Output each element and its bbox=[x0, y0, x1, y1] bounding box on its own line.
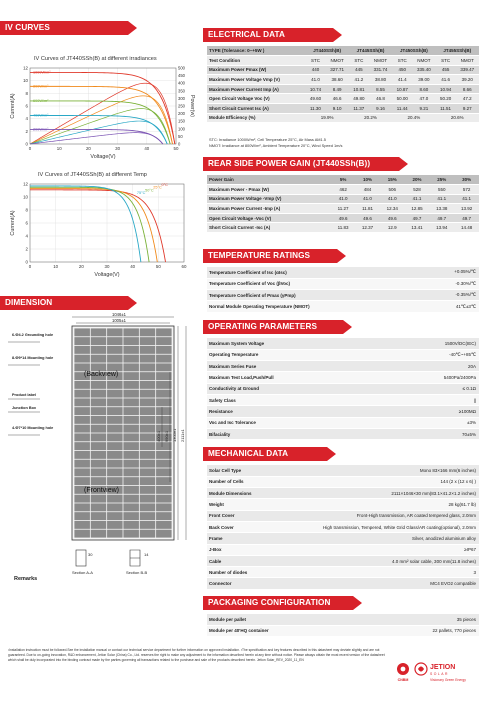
packaging-row: Module per pallet 35 pieces bbox=[207, 614, 479, 625]
solar-cell bbox=[140, 398, 156, 406]
temperature-iv-chart bbox=[8, 178, 194, 278]
solar-cell bbox=[91, 477, 107, 485]
solar-cell bbox=[156, 398, 172, 406]
solar-cell bbox=[107, 416, 123, 424]
y-axis-label: Current(A) bbox=[10, 210, 16, 236]
solar-cell bbox=[91, 337, 107, 345]
remarks-label: Remarks bbox=[14, 576, 38, 582]
operating-row: Maximum Test Load,Push/Pull 5400Pa/2400Pa bbox=[207, 372, 479, 383]
solar-cell bbox=[123, 477, 139, 485]
solar-cell bbox=[140, 346, 156, 354]
x-tick-label: 0 bbox=[28, 264, 32, 269]
solar-cell bbox=[107, 390, 123, 398]
solar-cell bbox=[91, 433, 107, 441]
y-tick-label: 8 bbox=[25, 207, 28, 213]
solar-cell bbox=[74, 451, 90, 459]
solar-cell bbox=[156, 530, 172, 538]
rear-gain-header: REAR SIDE POWER GAIN (JT440SSh(B)) bbox=[203, 157, 399, 171]
solar-cell bbox=[123, 407, 139, 415]
x-tick-label: 30 bbox=[115, 146, 121, 151]
y-tick-label: 10 bbox=[23, 78, 28, 84]
solar-cell bbox=[91, 390, 107, 398]
y2-tick-label: 450 bbox=[178, 73, 185, 79]
operating-row: Operating Temperature -40℃~+85℃ bbox=[207, 349, 479, 360]
solar-cell bbox=[107, 398, 123, 406]
x-tick-label: 50 bbox=[155, 264, 161, 269]
height-400-label: 400±1 bbox=[156, 430, 161, 442]
solar-cell bbox=[140, 530, 156, 538]
solar-cell bbox=[123, 512, 139, 520]
y-tick-label: 0 bbox=[25, 141, 28, 147]
solar-cell bbox=[107, 337, 123, 345]
solar-cell bbox=[140, 451, 156, 459]
x-tick-label: 20 bbox=[85, 146, 91, 151]
rear-gain-table bbox=[207, 175, 479, 233]
solar-cell bbox=[156, 355, 172, 363]
x-axis-label: Voltage(V) bbox=[90, 154, 116, 160]
solar-cell bbox=[74, 521, 90, 529]
solar-cell bbox=[140, 460, 156, 468]
mechanical-row: Number of Cells 144 (2 x (12 x 6) ) bbox=[207, 476, 479, 487]
electrical-header-row: TYPE (Tolerance: 0~+5W ) JT440SSh(B) JT445SSh(B) JT450SSh(B) JT455SSh(B) bbox=[207, 46, 479, 56]
x-tick-label: 50 bbox=[173, 146, 179, 151]
iv-curves-header: IV CURVES bbox=[0, 21, 128, 35]
mechanical-row: Number of diodes 3 bbox=[207, 567, 479, 578]
operating-table bbox=[207, 338, 479, 440]
solar-text: SOLAR bbox=[430, 672, 449, 676]
solar-cell bbox=[107, 425, 123, 433]
x-tick-label: 60 bbox=[181, 264, 187, 269]
x-tick-label: 10 bbox=[56, 146, 62, 151]
y-axis-label: Current(A) bbox=[10, 93, 16, 119]
solar-cell bbox=[123, 328, 139, 336]
solar-cell bbox=[91, 425, 107, 433]
electrical-row: Maximum Power Current Imp (A) 10.74 8.49 10.81 8.55 10.87 8.60 10.94 8.66 bbox=[207, 84, 479, 94]
rear-row: Maximum Power Voltage -Vmp (V) 41.0 41.0 41.0 41.1 41.1 41.1 bbox=[207, 194, 479, 204]
solar-cell bbox=[123, 530, 139, 538]
solar-cell bbox=[156, 468, 172, 476]
solar-cell bbox=[156, 451, 172, 459]
solar-cell bbox=[91, 503, 107, 511]
y-tick-label: 6 bbox=[25, 103, 28, 109]
brand-block bbox=[394, 656, 484, 696]
y2-tick-label: 100 bbox=[178, 126, 185, 132]
solar-cell bbox=[74, 425, 90, 433]
solar-cell bbox=[123, 503, 139, 511]
solar-cell bbox=[140, 337, 156, 345]
solar-cell bbox=[123, 521, 139, 529]
solar-cell bbox=[123, 425, 139, 433]
solar-cell bbox=[74, 460, 90, 468]
solar-cell bbox=[123, 363, 139, 371]
x-tick-label: 40 bbox=[144, 146, 150, 151]
series-label: 75°C bbox=[136, 190, 146, 195]
x-axis-label: Voltage(V) bbox=[94, 272, 120, 278]
tagline-text: Visionary Green Energy bbox=[430, 678, 466, 682]
series-label: 400W/m² bbox=[33, 113, 49, 118]
solar-cell bbox=[74, 407, 90, 415]
operating-row: Bifaciality 70±5% bbox=[207, 428, 479, 439]
solar-cell bbox=[140, 468, 156, 476]
solar-cell bbox=[74, 442, 90, 450]
section-b-dim14: 14 bbox=[144, 552, 149, 557]
solar-cell bbox=[74, 337, 90, 345]
solar-cell bbox=[123, 460, 139, 468]
solar-cell bbox=[91, 530, 107, 538]
solar-cell bbox=[123, 381, 139, 389]
electrical-row: Maximum Power Pmax (W) 440 327.71 445 331.74 450 335.40 455 339.47 bbox=[207, 65, 479, 75]
solar-cell bbox=[74, 468, 90, 476]
solar-cell bbox=[107, 530, 123, 538]
solar-cell bbox=[74, 355, 90, 363]
solar-cell bbox=[91, 398, 107, 406]
rear-row: Open Circuit Voltage -Voc (V) 49.6 49.6 49.6 49.7 49.7 49.7 bbox=[207, 213, 479, 223]
series-label: 1000W/m² bbox=[33, 70, 51, 75]
mechanical-row: J-Box ≥IP67 bbox=[207, 544, 479, 555]
y2-tick-label: 50 bbox=[178, 133, 183, 139]
solar-cell bbox=[91, 346, 107, 354]
solar-cell bbox=[107, 477, 123, 485]
y-tick-label: 4 bbox=[25, 233, 28, 239]
iv-series-line bbox=[30, 189, 157, 262]
section-a-dim30: 30 bbox=[88, 552, 93, 557]
solar-cell bbox=[140, 407, 156, 415]
solar-cell bbox=[140, 512, 156, 520]
width-inner-label: 1005±1 bbox=[112, 318, 126, 323]
solar-cell bbox=[91, 521, 107, 529]
temperature-row: Temperature Coefficient of Isc (αIsc) +0.05%/℃ bbox=[207, 267, 479, 278]
y-tick-label: 2 bbox=[25, 128, 28, 134]
solar-cell bbox=[74, 433, 90, 441]
solar-cell bbox=[156, 512, 172, 520]
height-2111-label: 2111±1 bbox=[180, 429, 185, 442]
solar-cell bbox=[74, 346, 90, 354]
solar-cell bbox=[156, 407, 172, 415]
irradiance-chart-title: IV Curves of JT440SSh(B) at different irradiances bbox=[34, 56, 157, 62]
width-outer-label: 1046±1 bbox=[112, 312, 126, 317]
solar-cell bbox=[123, 398, 139, 406]
power-series-line bbox=[30, 83, 175, 144]
cnbm-text: CNBM bbox=[397, 678, 409, 682]
y2-tick-label: 400 bbox=[178, 80, 185, 86]
solar-cell bbox=[91, 512, 107, 520]
height-990-label: 990±1 bbox=[164, 430, 169, 442]
power-series-line bbox=[30, 109, 170, 144]
solar-cell bbox=[74, 328, 90, 336]
solar-cell bbox=[156, 337, 172, 345]
footnote: ¹Installation instruction must be followed.See the installation manual or contact our technical service department for further information on approved installation. ²The specification and key features described in this datasheet may deviate slightly and are not guaranteed. Due to on-going innovation, R&D enhancement, Jetion Solar (China) Co., Ltd. reserves the right to make any adjustment to the information described herein at any time without notice. Please always obtain the most recent version of the datasheet which shall be duly incorporated into the binding contract made by the parties governing all transactions related to the purchase and sale of the products described herein. Jetion Solar_REV_2020_11_EN bbox=[8, 648, 385, 663]
y2-tick-label: 500 bbox=[178, 65, 185, 71]
solar-cell bbox=[156, 363, 172, 371]
x-tick-label: 20 bbox=[78, 264, 84, 269]
solar-cell bbox=[107, 468, 123, 476]
solar-cell bbox=[156, 381, 172, 389]
mechanical-row: Solar Cell Type Mono 83×166 mm(6 inches) bbox=[207, 465, 479, 476]
solar-cell bbox=[74, 530, 90, 538]
solar-cell bbox=[91, 460, 107, 468]
solar-cell bbox=[123, 451, 139, 459]
y-tick-label: 8 bbox=[25, 90, 28, 96]
irradiance-iv-chart bbox=[8, 62, 194, 160]
solar-cell bbox=[107, 521, 123, 529]
type-label: TYPE (Tolerance: 0~+5W ) bbox=[207, 46, 305, 56]
mechanical-table bbox=[207, 465, 479, 590]
solar-cell bbox=[123, 337, 139, 345]
solar-cell bbox=[156, 372, 172, 380]
solar-cell bbox=[91, 381, 107, 389]
junction-box-label: Junction Box bbox=[12, 406, 37, 410]
electrical-row: Open Circuit Voltage Voc (V) 49.60 46.6 49.80 46.8 50.00 47.0 50.20 47.2 bbox=[207, 94, 479, 104]
solar-cell bbox=[74, 477, 90, 485]
solar-cell bbox=[156, 390, 172, 398]
jetion-text: JETION bbox=[430, 664, 456, 671]
dimension-header: DIMENSION bbox=[0, 296, 128, 310]
solar-cell bbox=[140, 495, 156, 503]
solar-cell bbox=[91, 407, 107, 415]
efficiency-row: Module Efficiency (%) 19.9% 20.2% 20.4% 20.6% bbox=[207, 113, 479, 123]
temperature-row: Temperature Coefficient of Pmax (γPmp) -0.35%/℃ bbox=[207, 290, 479, 301]
frontview-label: (Frontview) bbox=[84, 487, 120, 494]
mechanical-header: MECHANICAL DATA bbox=[203, 447, 327, 461]
solar-cell bbox=[156, 477, 172, 485]
solar-cell bbox=[91, 416, 107, 424]
electrical-row: Test Condition STC NMOT STC NMOT STC NMOT STC NMOT bbox=[207, 56, 479, 66]
solar-cell bbox=[123, 468, 139, 476]
operating-row: Maximum System Voltage 1500V/DC(IEC) bbox=[207, 338, 479, 349]
operating-row: Conductivity at Ground ≤ 0.1Ω bbox=[207, 383, 479, 394]
solar-cell bbox=[123, 495, 139, 503]
solar-cell bbox=[74, 390, 90, 398]
solar-cell bbox=[140, 390, 156, 398]
solar-cell bbox=[123, 355, 139, 363]
solar-cell bbox=[91, 355, 107, 363]
electrical-row: Short Circuit Current Isc (A) 11.30 9.10 11.37 9.16 11.44 9.21 11.51 9.27 bbox=[207, 104, 479, 114]
solar-cell bbox=[140, 363, 156, 371]
y-tick-label: 0 bbox=[25, 259, 28, 265]
electrical-row: Maximum Power Voltage Vmp (V) 41.0 38.60 41.2 38.80 41.4 39.00 41.6 39.20 bbox=[207, 75, 479, 85]
temperature-row: Temperature Coefficient of Voc (βVoc) -0.30%/℃ bbox=[207, 278, 479, 289]
solar-cell bbox=[156, 503, 172, 511]
solar-cell bbox=[140, 328, 156, 336]
series-label: 25°C bbox=[153, 185, 162, 190]
rear-header-row: Power Gain 5% 10% 15% 20% 25% 30% bbox=[207, 175, 479, 185]
iv-series-line bbox=[30, 190, 166, 262]
iv-series-line bbox=[30, 187, 149, 262]
rear-row: Short Circuit Current -Isc (A) 11.83 12.37 12.9 13.41 13.94 14.48 bbox=[207, 223, 479, 233]
solar-cell bbox=[74, 503, 90, 511]
solar-cell bbox=[107, 495, 123, 503]
solar-cell bbox=[74, 398, 90, 406]
y2-tick-label: 250 bbox=[178, 103, 185, 109]
mechanical-row: Connector MC4 EVO2 compatible bbox=[207, 578, 479, 589]
solar-cell bbox=[140, 416, 156, 424]
temperature-row: Normal Module Operating Temperature (NMOT) 41℃±3℃ bbox=[207, 301, 479, 312]
y-tick-label: 2 bbox=[25, 246, 28, 252]
solar-cell bbox=[74, 416, 90, 424]
series-label: 50°C bbox=[145, 188, 154, 193]
solar-cell bbox=[156, 521, 172, 529]
solar-cell bbox=[156, 442, 172, 450]
operating-row: Voc and Isc Tolerance ±3% bbox=[207, 417, 479, 428]
solar-cell bbox=[91, 451, 107, 459]
solar-cell bbox=[140, 521, 156, 529]
solar-cell bbox=[156, 486, 172, 494]
mechanical-row: Back Cover High transmission, Tempered, White Grid Glass/AR coating(optional), 2.0mm bbox=[207, 521, 479, 532]
solar-cell bbox=[107, 460, 123, 468]
packaging-table bbox=[207, 614, 479, 637]
solar-cell bbox=[140, 425, 156, 433]
iv-series-line bbox=[30, 72, 175, 144]
solar-cell bbox=[107, 328, 123, 336]
solar-cell bbox=[107, 442, 123, 450]
solar-cell bbox=[123, 372, 139, 380]
solar-cell bbox=[140, 372, 156, 380]
operating-header: OPERATING PARAMETERS bbox=[203, 320, 343, 334]
packaging-row: Module per 40'HQ container 22 pallets, 770 pieces bbox=[207, 625, 479, 636]
temperature-header: TEMPERATURE RATINGS bbox=[203, 249, 337, 263]
y2-axis-label: Power(w) bbox=[189, 95, 195, 117]
y-tick-label: 6 bbox=[25, 220, 28, 226]
temperature-table bbox=[207, 267, 479, 313]
operating-row: Safety Class || bbox=[207, 394, 479, 405]
electrical-header: ELECTRICAL DATA bbox=[203, 28, 333, 42]
section-a-label: Section A-A bbox=[72, 570, 93, 575]
nmot-note: NMOT: Irradiance at 800W/m², Ambient Temperature 20°C, Wind Speed 1m/s bbox=[209, 143, 343, 148]
solar-cell bbox=[107, 355, 123, 363]
dimension-drawing bbox=[0, 312, 196, 574]
solar-cell bbox=[91, 468, 107, 476]
section-b-shape bbox=[130, 550, 140, 566]
height-1300-label: 1300±1 bbox=[172, 428, 177, 442]
solar-cell bbox=[91, 328, 107, 336]
solar-cell bbox=[156, 346, 172, 354]
solar-cell bbox=[107, 381, 123, 389]
solar-cell bbox=[107, 451, 123, 459]
solar-cell bbox=[107, 433, 123, 441]
mechanical-row: Cable 4.0 mm² solar cable, 300 mm(11.8 inches) bbox=[207, 555, 479, 566]
solar-cell bbox=[123, 390, 139, 398]
x-tick-label: 10 bbox=[53, 264, 59, 269]
solar-cell bbox=[91, 442, 107, 450]
y-tick-label: 4 bbox=[25, 116, 28, 122]
solar-cell bbox=[74, 512, 90, 520]
x-tick-label: 40 bbox=[130, 264, 136, 269]
rear-row: Maximum Power Current -Imp (A) 11.27 11.81 12.34 12.85 13.38 13.92 bbox=[207, 204, 479, 214]
series-label: 800W/m² bbox=[33, 84, 49, 89]
x-tick-label: 0 bbox=[28, 146, 32, 151]
grounding-hole-label: 6-Φ4.2 Grounding hole bbox=[12, 333, 54, 337]
solar-cell bbox=[140, 503, 156, 511]
y-tick-label: 10 bbox=[23, 194, 28, 200]
y2-tick-label: 0 bbox=[178, 141, 181, 147]
series-label: 0°C bbox=[161, 182, 168, 187]
y2-tick-label: 150 bbox=[178, 118, 185, 124]
x-tick-label: 30 bbox=[104, 264, 110, 269]
solar-cell bbox=[123, 486, 139, 494]
y2-tick-label: 350 bbox=[178, 88, 185, 94]
y2-tick-label: 300 bbox=[178, 95, 185, 101]
rear-row: Maximum Power - Pmax (W) 462 484 506 528 550 572 bbox=[207, 185, 479, 195]
mechanical-row: Frame Silver, anodized aluminium alloy bbox=[207, 533, 479, 544]
solar-cell bbox=[123, 433, 139, 441]
solar-cell bbox=[107, 346, 123, 354]
mechanical-row: Weight 28 kg(61.7 lb) bbox=[207, 499, 479, 510]
operating-row: Resistance ≥100MΩ bbox=[207, 406, 479, 417]
solar-cell bbox=[123, 346, 139, 354]
electrical-table bbox=[207, 46, 479, 123]
mounting-hole2-label: 4-Φ7*10 Mounting hole bbox=[12, 426, 54, 430]
solar-cell bbox=[123, 416, 139, 424]
y-tick-label: 12 bbox=[23, 65, 28, 71]
mounting-hole-label: 8-Φ9*14 Mounting hole bbox=[12, 356, 54, 360]
solar-cell bbox=[107, 512, 123, 520]
solar-cell bbox=[123, 442, 139, 450]
solar-cell bbox=[74, 495, 90, 503]
y2-tick-label: 200 bbox=[178, 111, 185, 117]
mechanical-row: Module Dimensions 2111×1046×30 mm(83.1×41.2×1.2 inches) bbox=[207, 488, 479, 499]
solar-cell bbox=[140, 355, 156, 363]
temperature-chart-title: IV Curves of JT440SSh(B) at different Temp bbox=[38, 172, 147, 178]
solar-cell bbox=[140, 477, 156, 485]
solar-cell bbox=[74, 381, 90, 389]
solar-cell bbox=[107, 503, 123, 511]
solar-cell bbox=[140, 486, 156, 494]
y-tick-label: 12 bbox=[23, 181, 28, 187]
solar-cell bbox=[107, 407, 123, 415]
section-a-shape bbox=[76, 550, 86, 566]
packaging-header: PACKAGING CONFIGURATION bbox=[203, 596, 353, 610]
section-b-label: Section B-B bbox=[126, 570, 148, 575]
backview-label: (Backview) bbox=[84, 371, 119, 378]
stc-note: STC: Irradiance 1000W/m², Cell Temperature 25°C, Air Mass AM1.5 bbox=[209, 137, 326, 142]
solar-cell bbox=[156, 460, 172, 468]
solar-cell bbox=[156, 328, 172, 336]
solar-cell bbox=[156, 416, 172, 424]
iv-series-line bbox=[30, 186, 141, 262]
series-label: 600W/m² bbox=[33, 98, 49, 103]
solar-cell bbox=[91, 495, 107, 503]
solar-cell bbox=[140, 381, 156, 389]
product-label-label: Product label bbox=[12, 393, 37, 397]
series-label: 200W/m² bbox=[33, 127, 49, 132]
solar-cell bbox=[156, 495, 172, 503]
mechanical-row: Front Cover Front-High transmission, AR coated tempered glass, 2.0mm bbox=[207, 510, 479, 521]
operating-row: Maximum Series Fuse 20A bbox=[207, 361, 479, 372]
solar-cell bbox=[140, 442, 156, 450]
solar-cell bbox=[140, 433, 156, 441]
